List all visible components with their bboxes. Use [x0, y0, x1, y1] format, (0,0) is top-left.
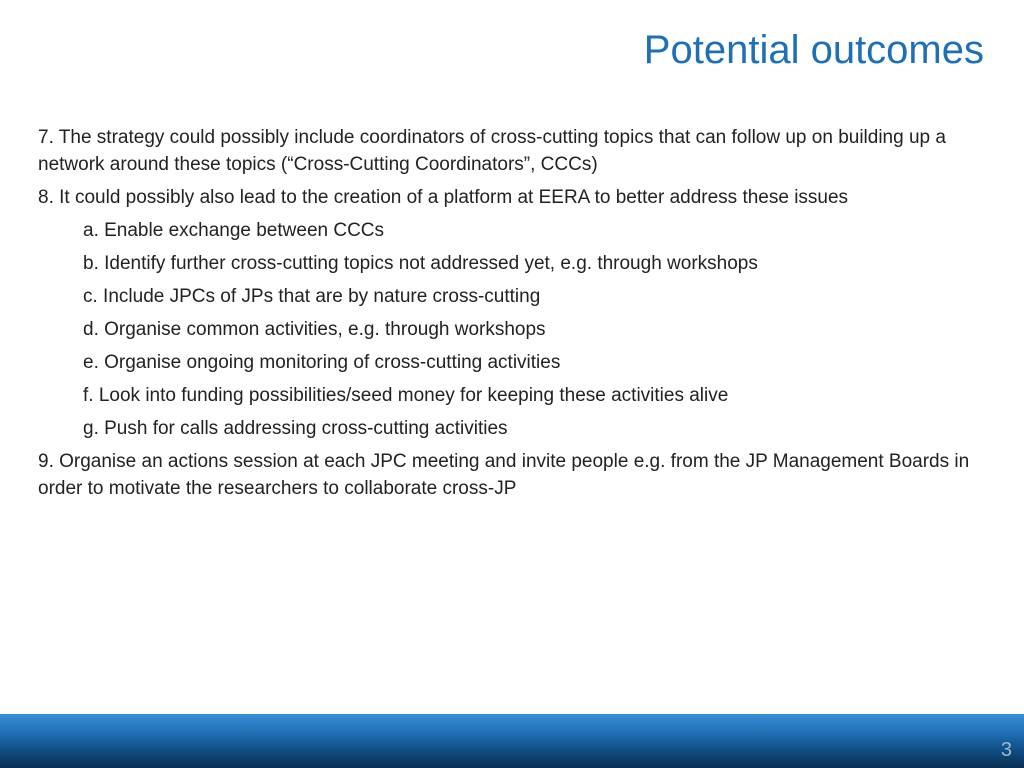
list-subitem-c: c. Include JPCs of JPs that are by nature cross-cutting — [83, 286, 541, 307]
list-item-9: 9. Organise an actions session at each JPC meeting and invite people e.g. from the JP Management Boards in order to motivate the researchers to collaborate cross-JP — [38, 451, 970, 499]
list-item-8: 8. It could possibly also lead to the creation of a platform at EERA to better address these issues — [38, 187, 849, 208]
footer-bar — [0, 714, 1024, 768]
list-item-7: 7. The strategy could possibly include coordinators of cross-cutting topics that can follow up on building up a network around these topics (“Cross-Cutting Coordinators”, CCCs) — [38, 127, 946, 175]
slide-content — [38, 124, 988, 508]
slide-title: Potential outcomes — [643, 28, 984, 72]
list-subitem-f: f. Look into funding possibilities/seed money for keeping these activities alive — [83, 385, 729, 406]
list-subitem-d: d. Organise common activities, e.g. through workshops — [83, 319, 546, 340]
page-number: 3 — [1000, 739, 1012, 761]
list-subitem-a: a. Enable exchange between CCCs — [83, 220, 385, 241]
list-subitem-b: b. Identify further cross-cutting topics not addressed yet, e.g. through workshops — [83, 253, 758, 274]
list-subitem-g: g. Push for calls addressing cross-cutting activities — [83, 418, 508, 439]
list-subitem-e: e. Organise ongoing monitoring of cross-cutting activities — [83, 352, 561, 373]
